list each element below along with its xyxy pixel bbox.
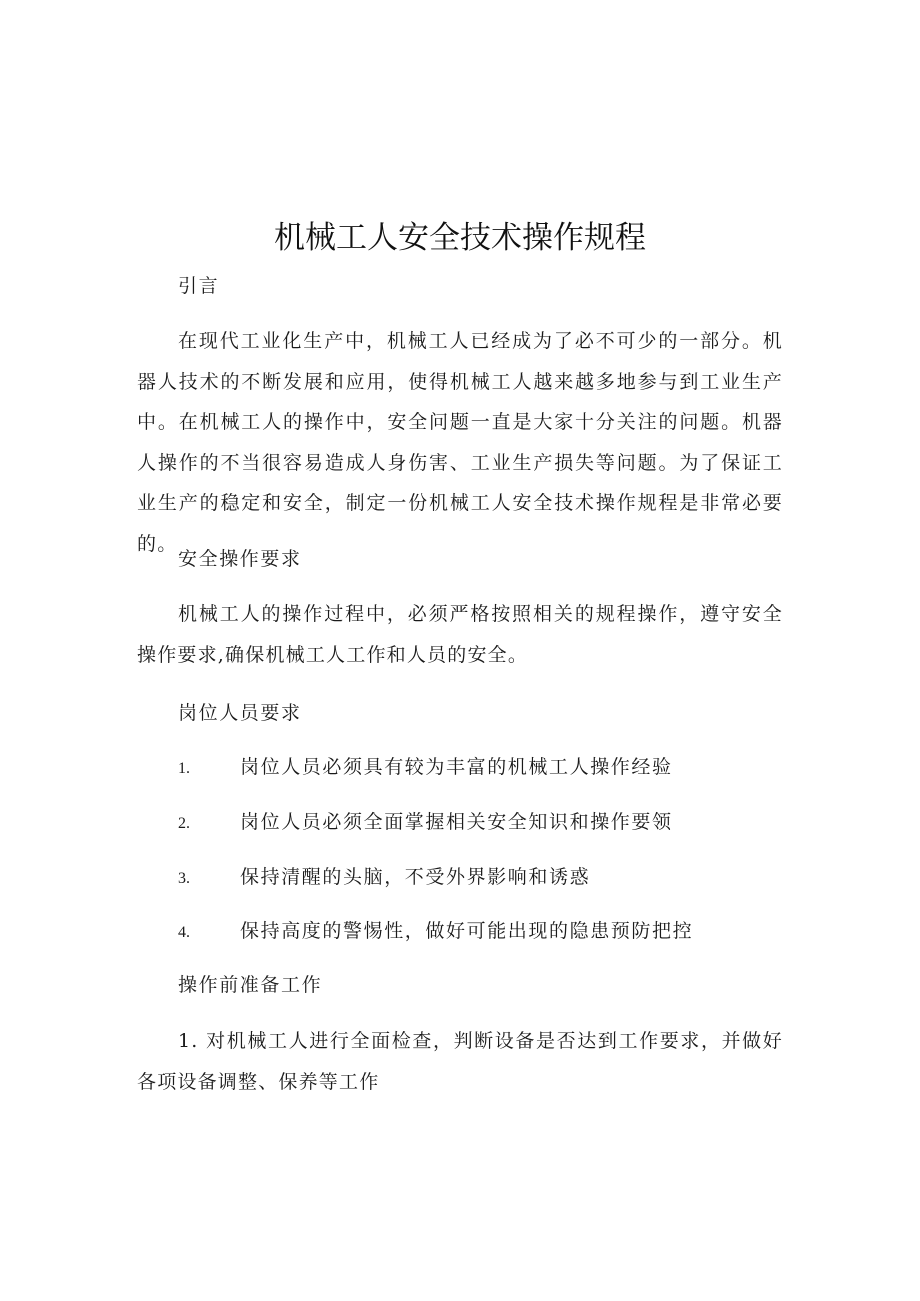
- list-item: [178, 864, 590, 892]
- document-title: 机械工人安全技术操作规程: [274, 220, 646, 256]
- section-heading-safety: 安全操作要求: [178, 548, 302, 570]
- section-heading-prep: 操作前准备工作: [178, 974, 323, 996]
- list-item: [178, 754, 673, 782]
- safety-paragraph: 机械工人的操作过程中，必须严格按照相关的规程操作，遵守安全操作要求,确保机械工人工作和人员的安全。: [137, 603, 783, 666]
- section-heading-intro: 引言: [178, 275, 220, 297]
- list-text: 保持清醒的头脑，不受外界影响和诱惑: [240, 866, 591, 888]
- list-item: [178, 809, 673, 837]
- list-text: 岗位人员必须全面掌握相关安全知识和操作要领: [240, 811, 673, 833]
- list-text: 保持高度的警惕性，做好可能出现的隐患预防把控: [240, 920, 694, 942]
- list-number: 3.: [178, 870, 190, 887]
- list-item: [178, 918, 693, 946]
- list-number: 2.: [178, 815, 190, 832]
- prep-item-1: 1. 对机械工人进行全面检查，判断设备是否达到工作要求，并做好各项设备调整、保养等工作: [137, 1030, 783, 1093]
- list-number: 4.: [178, 924, 190, 941]
- intro-paragraph: 在现代工业化生产中，机械工人已经成为了必不可少的一部分。机器人技术的不断发展和应用，使得机械工人越来越多地参与到工业生产中。在机械工人的操作中，安全问题一直是大家十分关注的问题。机器人操作的不当很容易造成人身伤害、工业生产损失等问题。为了保证工业生产的稳定和安全，制定一份机械工人安全技术操作规程是非常必要的。: [137, 330, 783, 555]
- section-heading-staff: 岗位人员要求: [178, 702, 302, 724]
- list-text: 岗位人员必须具有较为丰富的机械工人操作经验: [240, 756, 673, 778]
- list-number: 1.: [178, 760, 190, 777]
